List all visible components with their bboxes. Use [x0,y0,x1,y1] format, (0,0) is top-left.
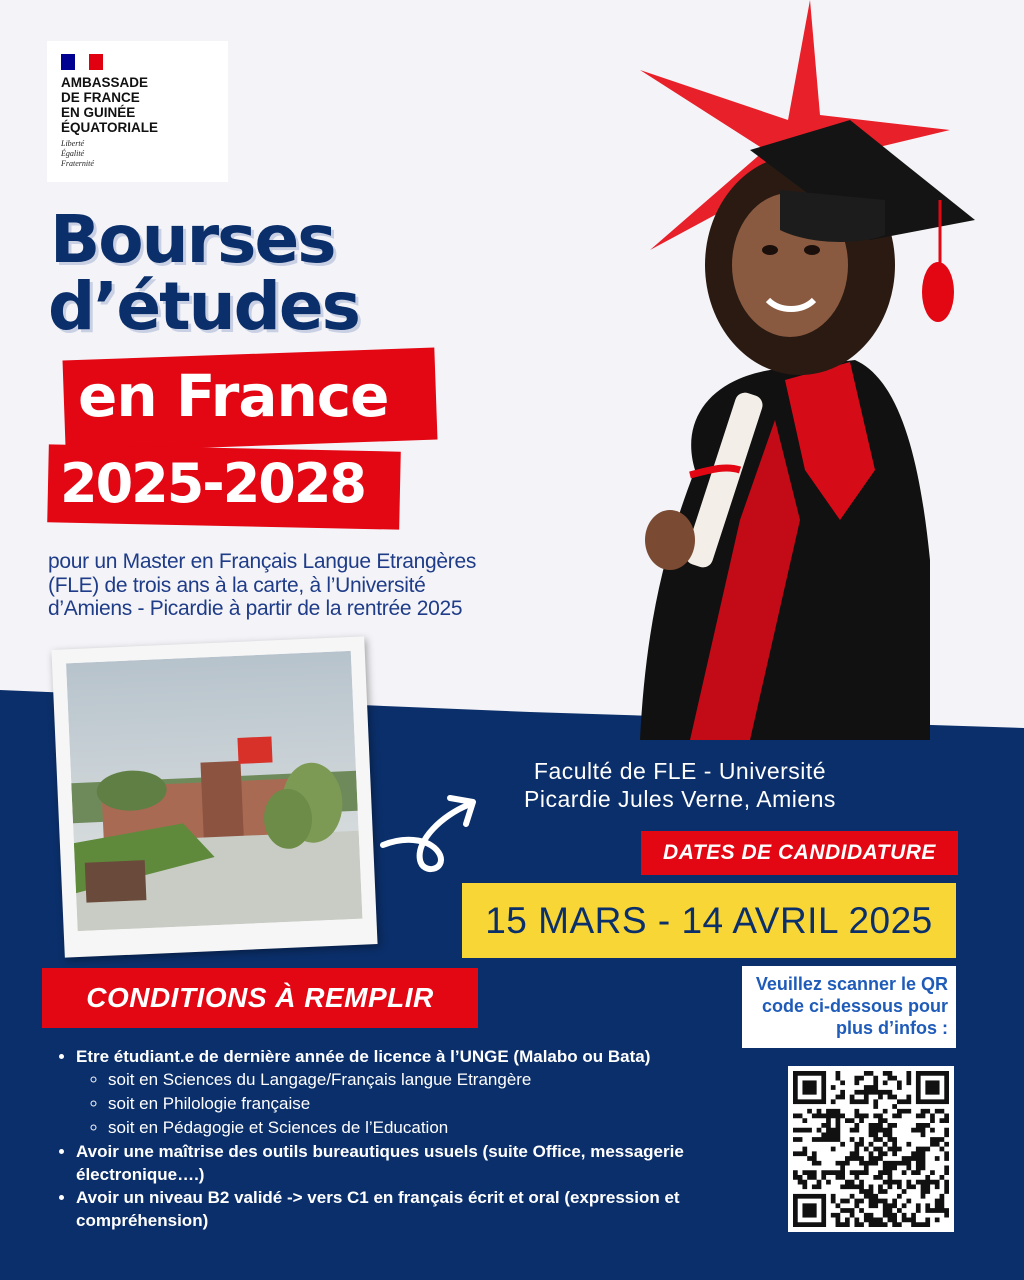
dates-label: DATES DE CANDIDATURE [663,841,936,864]
french-flag-icon [61,54,103,70]
condition-subitem: ◦ soit en Philologie française [108,1092,736,1116]
embassy-logo [47,41,228,182]
faculty-line-2: Picardie Jules Verne, Amiens [524,786,836,812]
faculty-line-1: Faculté de FLE - Université [533,758,827,784]
condition-item [76,1140,736,1186]
qr-instructions: Veuillez scanner le QR code ci-dessous pour plus d’infos : [755,974,948,1038]
condition-text: Avoir une maîtrise des outils bureautiques usuels (suite Office, messagerie électronique….) [76,1142,684,1184]
title-banner-en-france: en France [78,362,389,430]
title-line-2: d’études [48,268,359,345]
qr-code-pattern [793,1071,949,1227]
university-building-image [66,651,362,931]
program-description: pour un Master en Français Langue Etrangères (FLE) de trois ans à la carte, à l’Université d’Amiens - Picardie à partir de la rentrée 2025 [48,550,477,620]
qr-code-icon[interactable] [788,1066,954,1232]
condition-item [76,1045,736,1140]
title-banner-years: 2025-2028 [60,452,365,515]
condition-subitem: ◦ soit en Pédagogie et Sciences de l’Education [108,1116,736,1140]
condition-subitem: ◦ soit en Sciences du Langage/Français langue Etrangère [108,1068,736,1092]
application-dates: 15 MARS - 14 AVRIL 2025 [485,900,933,941]
embassy-name: AMBASSADE DE FRANCE EN GUINÉE ÉQUATORIALE [61,75,159,135]
conditions-list [56,1045,736,1232]
republic-motto: Liberté Égalité Fraternité [61,139,94,168]
title-line-1: Bourses [50,201,335,278]
university-photo [51,636,377,957]
condition-item [76,1186,736,1232]
condition-text: Etre étudiant.e de dernière année de licence à l’UNGE (Malabo ou Bata) [76,1047,651,1066]
faculty-location [470,757,890,813]
conditions-title: CONDITIONS À REMPLIR [86,982,434,1013]
graduate-student-photo [600,0,1024,740]
condition-text: Avoir un niveau B2 validé -> vers C1 en français écrit et oral (expression et compréhension) [76,1188,680,1230]
